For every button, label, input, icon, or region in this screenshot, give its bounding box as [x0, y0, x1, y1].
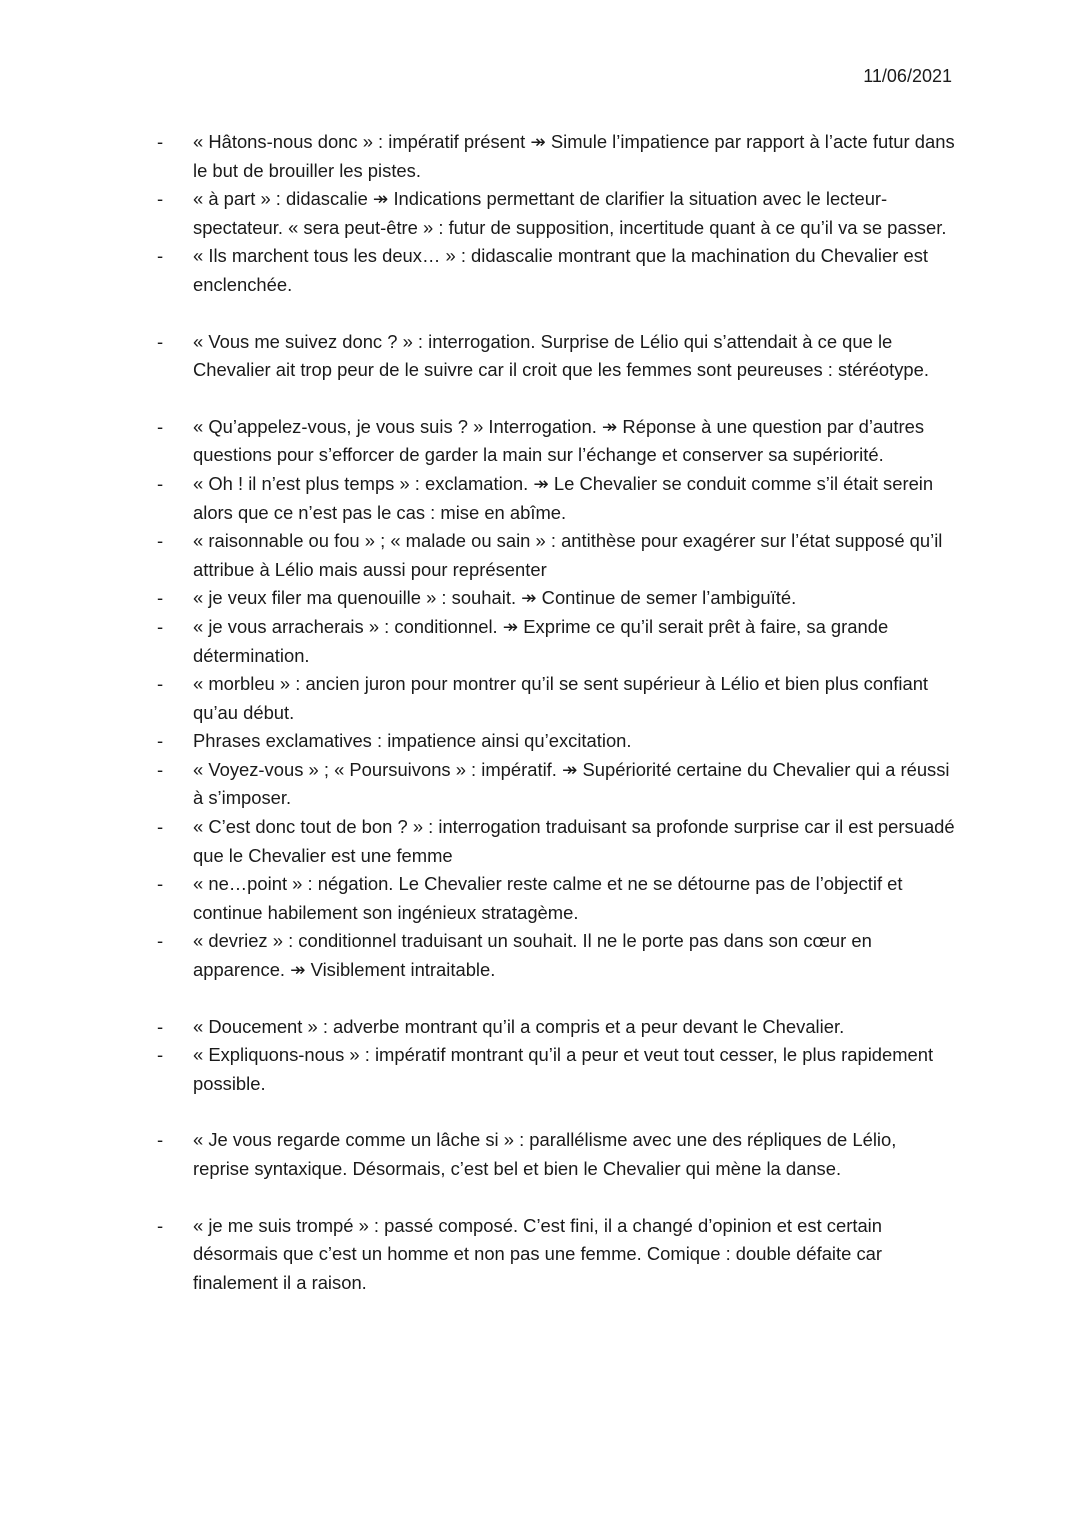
- list-item-text: « Je vous regarde comme un lâche si » : parallélisme avec une des répliques de Lélio, reprise syntaxique. Désormais, c’est bel et bien le Chevalier qui mène la danse.: [193, 1129, 897, 1179]
- list-item-text: « Voyez-vous » ; « Poursuivons » : impératif. ↠ Supériorité certaine du Chevalier qui a réussi à s’imposer.: [193, 758, 950, 809]
- note-group: [0, 128, 1080, 300]
- list-item-text: « Hâtons-nous donc » : impératif présent ↠ Simule l’impatience par rapport à l’acte futur dans le but de brouiller les pistes.: [193, 131, 955, 181]
- bullet-dash: -: [157, 758, 164, 780]
- list-item: [0, 1126, 1080, 1183]
- bullet-dash: -: [157, 131, 164, 152]
- list-item: [0, 328, 1080, 385]
- notes-list: [0, 128, 1080, 1297]
- bullet-dash: -: [157, 930, 164, 952]
- bullet-dash: -: [157, 1214, 164, 1236]
- list-item-text: « devriez » : conditionnel traduisant un souhait. Il ne le porte pas dans son cœur en apparence. ↠ Visiblement intraitable.: [193, 930, 872, 981]
- list-item: [0, 470, 1080, 527]
- bullet-dash: -: [157, 873, 164, 895]
- bullet-dash: -: [157, 673, 164, 695]
- list-item-text: « Expliquons-nous » : impératif montrant qu’il a peur et veut tout cesser, le plus rapidement possible.: [193, 1044, 934, 1094]
- list-item-text: « raisonnable ou fou » ; « malade ou sain » : antithèse pour exagérer sur l’état supposé qu’il attribue à Lélio mais aussi pour représenter: [193, 530, 943, 580]
- list-item-text: « Ils marchent tous les deux… » : didascalie montrant que la machination du Chevalier est enclenchée.: [193, 245, 928, 295]
- list-item: [0, 756, 1080, 813]
- document-date: 11/06/2021: [863, 66, 952, 86]
- list-item: [0, 927, 1080, 984]
- bullet-dash: -: [157, 472, 164, 494]
- list-item: [0, 1013, 1080, 1042]
- list-item: [0, 670, 1080, 727]
- list-item: [0, 1041, 1080, 1098]
- bullet-dash: -: [157, 615, 164, 637]
- list-item-text: « ne…point » : négation. Le Chevalier reste calme et ne se détourne pas de l’objectif et continue habilement son ingénieux stratagème.: [193, 873, 903, 923]
- list-item: [0, 185, 1080, 242]
- bullet-dash: -: [157, 1015, 164, 1037]
- list-item-text: Phrases exclamatives : impatience ainsi qu’excitation.: [193, 730, 632, 752]
- bullet-dash: -: [157, 415, 164, 437]
- list-item-text: « Vous me suivez donc ? » : interrogation. Surprise de Lélio qui s’attendait à ce que le Chevalier ait trop peur de le suivre car il croit que les femmes sont peureuses : stéréotype.: [193, 330, 929, 381]
- list-item-text: « Qu’appelez-vous, je vous suis ? » Interrogation. ↠ Réponse à une question par d’autres questions pour s’efforcer de garder la main sur l’échange et conserver sa supériorité.: [193, 415, 925, 466]
- note-group: [0, 1212, 1080, 1298]
- bullet-dash: -: [157, 245, 164, 267]
- note-group: [0, 1126, 1080, 1183]
- list-item: [0, 870, 1080, 927]
- bullet-dash: -: [157, 530, 164, 552]
- list-item: [0, 584, 1080, 613]
- list-item-text: « je me suis trompé » : passé composé. C’est fini, il a changé d’opinion et est certain désormais que c’est un homme et non pas une femme. Comique : double défaite car finalement il a raison.: [193, 1214, 883, 1293]
- list-item-text: « morbleu » : ancien juron pour montrer qu’il se sent supérieur à Lélio et bien plus confiant qu’au début.: [193, 673, 929, 723]
- list-item: [0, 242, 1080, 299]
- bullet-dash: -: [157, 816, 164, 838]
- bullet-dash: -: [157, 1129, 164, 1151]
- bullet-dash: -: [157, 1044, 164, 1066]
- list-item-text: « je vous arracherais » : conditionnel. ↠ Exprime ce qu’il serait prêt à faire, sa grande détermination.: [193, 615, 889, 666]
- note-group: [0, 328, 1080, 385]
- list-item-text: « Oh ! il n’est plus temps » : exclamation. ↠ Le Chevalier se conduit comme s’il était serein alors que ce n’est pas le cas : mise en abîme.: [193, 472, 934, 523]
- note-group: [0, 413, 1080, 985]
- list-item: [0, 1212, 1080, 1298]
- list-item: [0, 413, 1080, 470]
- list-item-text: « Doucement » : adverbe montrant qu’il a compris et a peur devant le Chevalier.: [193, 1015, 845, 1037]
- bullet-dash: -: [157, 330, 164, 352]
- bullet-dash: -: [157, 188, 164, 210]
- list-item: [0, 613, 1080, 670]
- bullet-dash: -: [157, 587, 164, 609]
- list-item-text: « je veux filer ma quenouille » : souhait. ↠ Continue de semer l’ambiguïté.: [193, 587, 797, 609]
- note-group: [0, 1013, 1080, 1099]
- list-item: [0, 727, 1080, 756]
- list-item-text: « C’est donc tout de bon ? » : interrogation traduisant sa profonde surprise car il est persuadé que le Chevalier est une femme: [193, 816, 955, 866]
- list-item: [0, 527, 1080, 584]
- list-item-text: « à part » : didascalie ↠ Indications permettant de clarifier la situation avec le lecteur-spectateur. « sera peut-être » : futur de supposition, incertitude quant à ce qu’il va se passer.: [193, 188, 947, 238]
- list-item: [0, 128, 1080, 185]
- list-item: [0, 813, 1080, 870]
- bullet-dash: -: [157, 730, 164, 752]
